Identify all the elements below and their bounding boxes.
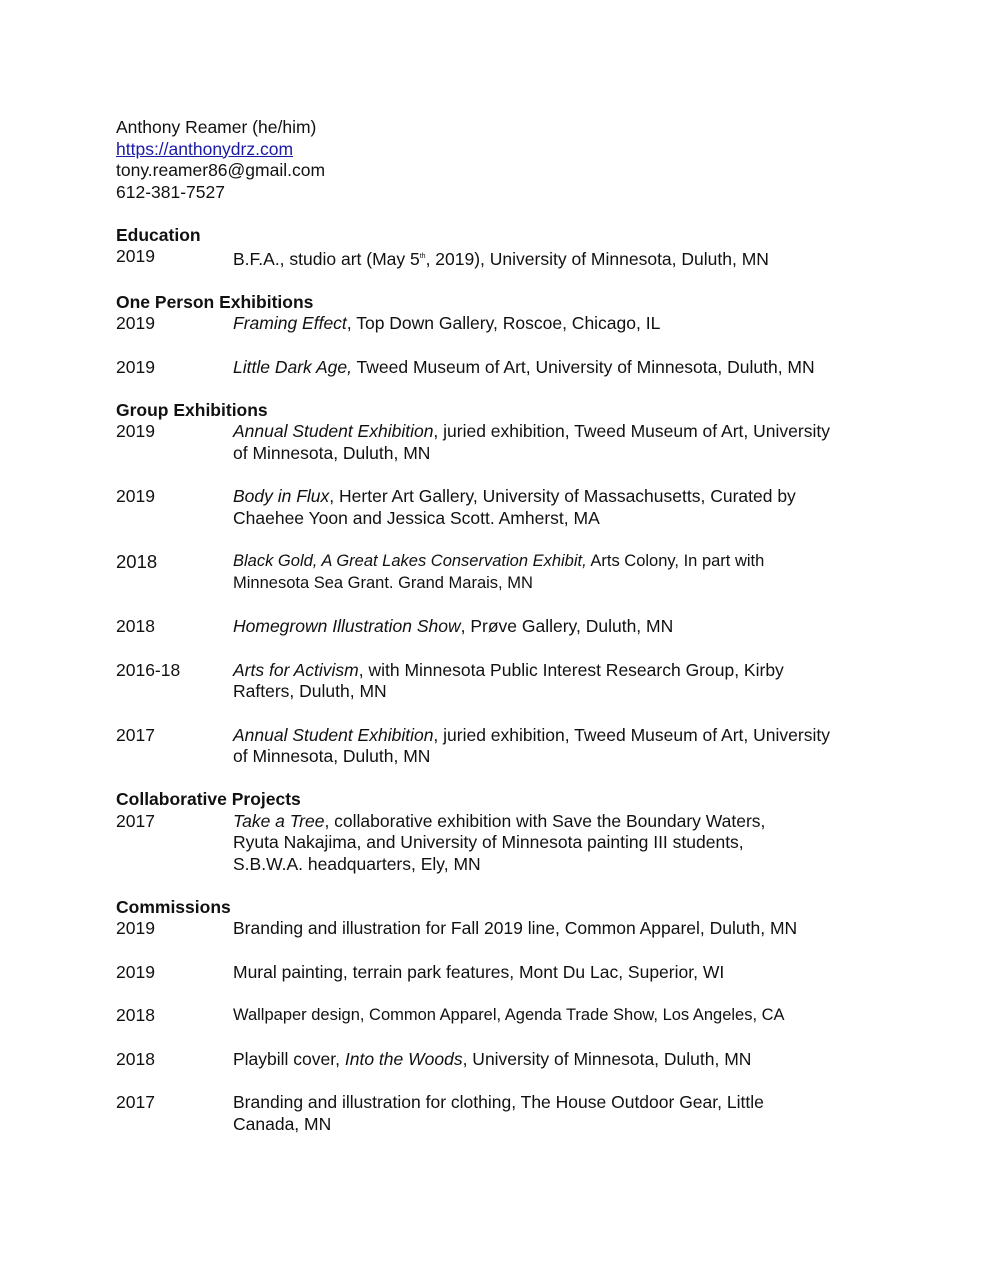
entry-title: Body in Flux <box>233 486 330 507</box>
exhibition-entry <box>116 660 886 703</box>
exhibition-entry <box>116 725 886 768</box>
entry-title: Black Gold, A Great Lakes Conservation Exhibit, <box>233 552 587 571</box>
entry-description: Little Dark Age, Tweed Museum of Art, University of Minnesota, Duluth, MN <box>233 356 815 377</box>
entry-year: 2017 <box>116 810 155 831</box>
entry-year: 2019 <box>116 313 155 334</box>
entry-year: 2019 <box>116 961 155 982</box>
entry-description: Mural painting, terrain park features, Mont Du Lac, Superior, WI <box>233 961 725 982</box>
entry-title: Framing Effect <box>233 313 347 334</box>
entry-year: 2019 <box>116 486 155 507</box>
ordinal-suffix: th <box>419 253 426 260</box>
entry-description: Homegrown Illustration Show, Prøve Gallery, Duluth, MN <box>233 616 674 637</box>
entry-description: Annual Student Exhibition, juried exhibition, Tweed Museum of Art, University of Minnesota, Duluth, MN <box>233 421 830 463</box>
project-entry <box>116 811 886 876</box>
entry-title: Homegrown Illustration Show <box>233 616 461 637</box>
person-name: Anthony Reamer (he/him) <box>116 117 317 137</box>
exhibition-entry <box>116 421 886 464</box>
section-heading: Group Exhibitions <box>116 399 268 420</box>
commissions-section <box>116 897 886 1136</box>
section-heading: Collaborative Projects <box>116 789 301 810</box>
entry-description: Framing Effect, Top Down Gallery, Roscoe, Chicago, IL <box>233 313 661 334</box>
cv-page <box>116 117 886 1135</box>
collaborative-projects-section <box>116 789 886 875</box>
education-entry <box>116 246 886 270</box>
entry-description: Black Gold, A Great Lakes Conservation Exhibit, Arts Colony, In part with Minnesota Sea Grant. Grand Marais, MN <box>233 552 765 592</box>
entry-title: Little Dark Age, <box>233 356 352 377</box>
entry-title: Annual Student Exhibition <box>233 421 434 442</box>
exhibition-entry <box>116 486 886 529</box>
entry-title: Annual Student Exhibition <box>233 724 434 745</box>
exhibition-entry <box>116 357 886 379</box>
exhibition-entry <box>116 313 886 335</box>
contact-block <box>116 117 886 203</box>
entry-description: Wallpaper design, Common Apparel, Agenda Trade Show, Los Angeles, CA <box>233 1006 785 1025</box>
section-heading: One Person Exhibitions <box>116 291 314 312</box>
entry-year: 2016-18 <box>116 659 181 680</box>
entry-description: Playbill cover, Into the Woods, University of Minnesota, Duluth, MN <box>233 1048 752 1069</box>
entry-year: 2018 <box>116 551 158 573</box>
website-link[interactable]: https://anthonydrz.com <box>116 138 294 159</box>
exhibition-entry <box>116 551 886 594</box>
entry-title: Into the Woods <box>344 1048 463 1069</box>
email-address: tony.reamer86@gmail.com <box>116 160 326 180</box>
entry-description: B.F.A., studio art (May 5th, 2019), University of Minnesota, Duluth, MN <box>233 248 769 269</box>
entry-year: 2019 <box>116 356 155 377</box>
entry-description: Branding and illustration for clothing, The House Outdoor Gear, Little Canada, MN <box>233 1092 764 1134</box>
commission-entry <box>116 918 886 940</box>
entry-year: 2018 <box>116 1005 155 1026</box>
entry-description: Arts for Activism, with Minnesota Public Interest Research Group, Kirby Rafters, Duluth, MN <box>233 659 784 702</box>
entry-year: 2018 <box>116 1048 155 1069</box>
entry-year: 2018 <box>116 616 155 637</box>
commission-entry <box>116 962 886 984</box>
group-exhibitions-section <box>116 400 886 768</box>
commission-entry <box>116 1049 886 1071</box>
section-heading: Education <box>116 224 201 245</box>
entry-year: 2019 <box>116 246 155 266</box>
entry-year: 2019 <box>116 918 155 939</box>
commission-entry <box>116 1005 886 1027</box>
section-heading: Commissions <box>116 896 231 917</box>
exhibition-entry <box>116 616 886 638</box>
entry-description: Body in Flux, Herter Art Gallery, University of Massachusetts, Curated by Chaehee Yoon and Jessica Scott. Amherst, MA <box>233 486 796 528</box>
entry-year: 2017 <box>116 724 155 745</box>
entry-year: 2017 <box>116 1092 155 1113</box>
entry-description: Branding and illustration for Fall 2019 line, Common Apparel, Duluth, MN <box>233 918 798 939</box>
entry-title: Arts for Activism <box>233 659 359 680</box>
one-person-exhibitions-section <box>116 292 886 379</box>
entry-title: Take a Tree <box>233 810 325 831</box>
phone-number: 612-381-7527 <box>116 181 225 202</box>
education-section <box>116 225 886 271</box>
entry-year: 2019 <box>116 421 155 442</box>
entry-description: Annual Student Exhibition, juried exhibition, Tweed Museum of Art, University of Minnesota, Duluth, MN <box>233 724 830 767</box>
entry-description: Take a Tree, collaborative exhibition with Save the Boundary Waters, Ryuta Nakajima, and University of Minnesota painting III students, S.B.W.A. headquarters, Ely, MN <box>233 810 766 874</box>
commission-entry <box>116 1092 886 1135</box>
